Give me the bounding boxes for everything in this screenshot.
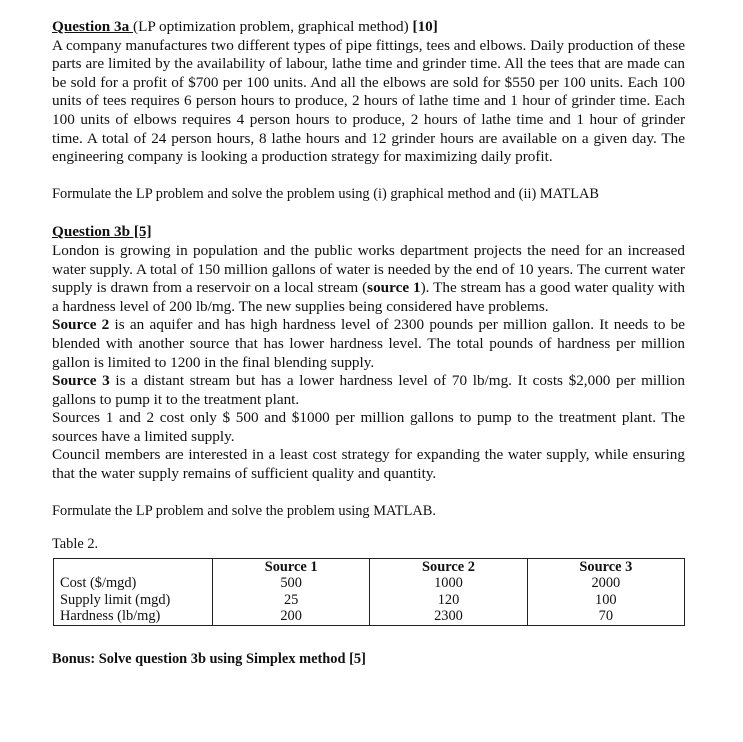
table-cell: 100 bbox=[527, 592, 684, 609]
source-2-label: Source 2 bbox=[52, 316, 110, 334]
table-cell: 120 bbox=[370, 592, 527, 609]
bonus-question: Bonus: Solve question 3b using Simplex method [5] bbox=[52, 650, 366, 667]
source-data-table bbox=[53, 558, 685, 626]
question-3b-heading: Question 3b [5] bbox=[52, 223, 152, 241]
question-3b-intro-end: ). The stream has a good water quality with a hardness level of 200 lb/mg. The new supplies being considered have problems. bbox=[52, 279, 686, 315]
question-3b-paragraph bbox=[52, 223, 685, 483]
question-3a-body: A company manufactures two different types of pipe fittings, tees and elbows. Daily production of these parts are limited by the availability of labour, lathe time and grinder time. All the tees that are made can be sold for a profit of $700 per 100 units. And all the elbows are sold for $550 per 100 units. Each 100 units of tees requires 6 person hours to produce, 2 hours of lathe time and 1 hour of grinder time. Each 100 units of elbows requires 4 person hours to produce, 2 hours of lathe time and 1 hour of grinder time. A total of 24 person hours, 8 lathe hours and 12 grinder hours are available on a given day. The engineering company is looking a production strategy for maximizing daily profit. bbox=[52, 36, 685, 166]
table-header-source-2: Source 2 bbox=[370, 558, 527, 575]
table-row-label: Supply limit (mgd) bbox=[54, 592, 213, 609]
table-row-label: Hardness (lb/mg) bbox=[54, 608, 213, 625]
table-header-row bbox=[54, 558, 685, 575]
question-3b-intro: London is growing in population and the public works department projects the need for an increased water supply. A total of 150 million gallons of water is needed by the end of 10 years. The current water supply is drawn from a reservoir on a local stream ( bbox=[52, 241, 685, 297]
table-cell: 2300 bbox=[370, 608, 527, 625]
table-caption: Table 2. bbox=[52, 536, 99, 553]
source-2-text: is an aquifer and has high hardness level of 2300 pounds per million gallon. It needs to be blended with another source that has lower hardness level. The total pounds of hardness per million gallon is limited to 1200 in the final blending supply. bbox=[52, 316, 685, 371]
question-3a-paragraph bbox=[52, 18, 685, 167]
source-3-text: is a distant stream but has a lower hardness level of 70 lb/mg. It costs $2,000 per million gallons to pump it to the treatment plant. bbox=[52, 372, 685, 408]
question-3a-subheading: (LP optimization problem, graphical method) bbox=[133, 18, 413, 35]
table-cell: 70 bbox=[527, 608, 684, 625]
source-1-label: source 1 bbox=[367, 279, 421, 297]
table-row bbox=[54, 575, 685, 592]
question-3a-marks: [10] bbox=[412, 18, 438, 35]
question-3b-instruction: Formulate the LP problem and solve the problem using MATLAB. bbox=[52, 502, 436, 519]
table-cell: 2000 bbox=[527, 575, 684, 592]
table-row bbox=[54, 608, 685, 625]
table-row-label: Cost ($/mgd) bbox=[54, 575, 213, 592]
table-row bbox=[54, 592, 685, 609]
table-cell: 1000 bbox=[370, 575, 527, 592]
table-cell: 200 bbox=[213, 608, 370, 625]
table-cell: 25 bbox=[213, 592, 370, 609]
sources-1-2-text: Sources 1 and 2 cost only $ 500 and $1000 per million gallons to pump to the treatment plant. The sources have a limited supply. bbox=[52, 409, 685, 445]
question-3a-instruction: Formulate the LP problem and solve the problem using (i) graphical method and (ii) MATLAB bbox=[52, 185, 599, 202]
table-header-blank bbox=[54, 558, 213, 575]
table-header-source-1: Source 1 bbox=[213, 558, 370, 575]
table-header-source-3: Source 3 bbox=[527, 558, 684, 575]
council-text: Council members are interested in a least cost strategy for expanding the water supply, while ensuring that the water supply remains of sufficient quality and quantity. bbox=[52, 446, 685, 483]
table-cell: 500 bbox=[213, 575, 370, 592]
source-3-label: Source 3 bbox=[52, 372, 110, 390]
question-3a-heading: Question 3a bbox=[52, 18, 134, 35]
document-content bbox=[52, 18, 685, 668]
